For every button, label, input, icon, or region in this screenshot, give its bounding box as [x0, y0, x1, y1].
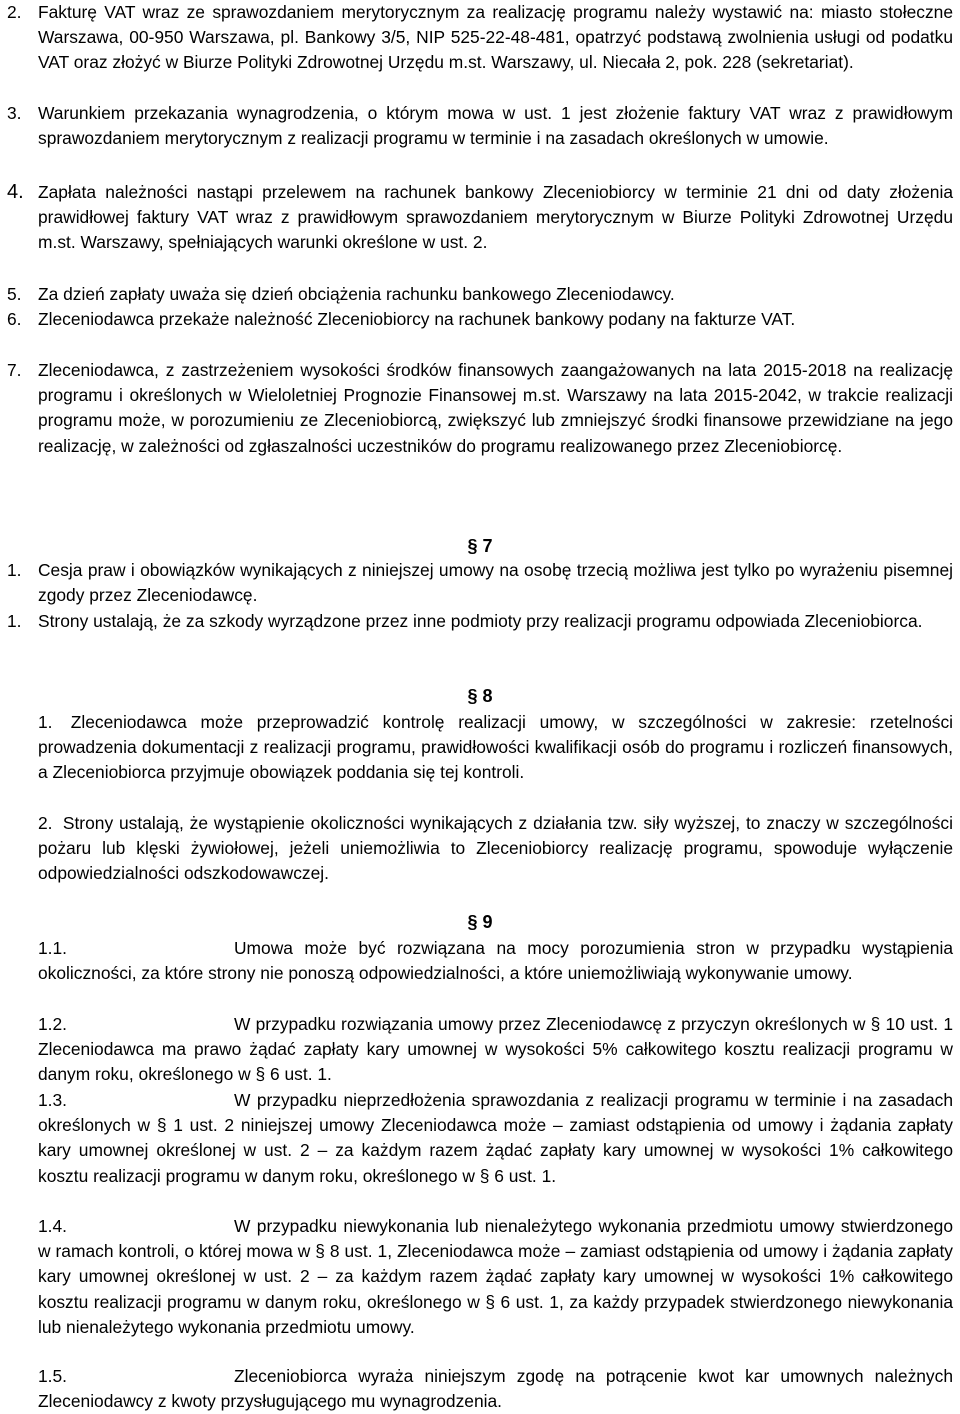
section-9-item-1-4: [38, 1214, 953, 1340]
item-number: 1.: [38, 712, 53, 732]
item-number: 1.5.: [38, 1366, 68, 1386]
item-text: Zleceniobiorca wyraża niniejszym zgodę na potrącenie kwot kar umownych należnych Zleceniodawcy z kwoty przysługującego mu wynagrodzenia.: [38, 1366, 953, 1412]
item-text: W przypadku nieprzedłożenia sprawozdania z realizacji programu w terminie i na zasadach określonych w § 1 ust. 2 niniejszej umowy Zleceniodawca może – zamiast odstąpienia od umowy i żądania zapłaty kary umownej określonej w ust. 2 – za każdym razem żądać zapłaty kary umownej w wysokości 1% całkowitego kosztu realizacji programu w danym roku, określonego w § 6 ust. 1.: [38, 1090, 953, 1186]
paragraph-text: Za dzień zapłaty uważa się dzień obciążenia rachunku bankowego Zleceniodawcy.: [38, 284, 675, 304]
paragraph-4: [7, 180, 953, 256]
item-text: Umowa może być rozwiązana na mocy porozumienia stron w przypadku wystąpienia okoliczności, za które strony nie ponoszą odpowiedzialności, a które uniemożliwiają wykonywanie umowy.: [38, 938, 953, 984]
paragraph-7: [7, 358, 953, 459]
section-heading-9: § 9: [467, 912, 493, 932]
paragraph-text: Fakturę VAT wraz ze sprawozdaniem merytorycznym za realizację programu należy wystawić na: miasto stołeczne Warszawa, 00-950 Warszawa, pl. Bankowy 3/5, NIP 525-22-48-481, opatrzyć podstawą zwolnienia usługi od podatku VAT oraz złożyć w Biurze Polityki Zdrowotnej Urzędu m.st. Warszawy, ul. Niecała 2, pok. 228 (sekretariat).: [38, 2, 953, 73]
paragraph-text: Zleceniodawca przekaże należność Zleceniobiorcy na rachunek bankowy podany na fakturze VAT.: [38, 309, 796, 329]
paragraph-text: Zapłata należności nastąpi przelewem na rachunek bankowy Zleceniobiorcy w terminie 21 dni od daty złożenia prawidłowej faktury VAT wraz z prawidłowym sprawozdaniem merytorycznym w Biurze Polityki Zdrowotnej Urzędu m.st. Warszawy, spełniających warunki określone w ust. 2.: [38, 182, 953, 253]
section-7-item-2: [7, 609, 953, 634]
item-number: 1.4.: [38, 1216, 68, 1236]
item-text: Cesja praw i obowiązków wynikających z niniejszej umowy na osobę trzecią możliwa jest tylko po wyrażeniu pisemnej zgody przez Zleceniodawcę.: [38, 560, 953, 606]
section-9-item-1-5: [38, 1364, 953, 1414]
item-number: 1.: [7, 611, 22, 631]
item-text: Strony ustalają, że za szkody wyrządzone przez inne podmioty przy realizacji programu odpowiada Zleceniobiorca.: [38, 611, 923, 631]
paragraph-number: 3.: [7, 103, 22, 123]
paragraph-3: [7, 101, 953, 151]
section-heading-7: § 7: [467, 536, 493, 556]
item-text: W przypadku niewykonania lub nienależytego wykonania przedmiotu umowy stwierdzonego w ramach kontroli, o której mowa w § 8 ust. 1, Zleceniodawca może – zamiast odstąpienia od umowy i żądania zapłaty kary umownej określonej w ust. 2 – za każdym razem żądać zapłaty kary umownej w wysokości 1% całkowitego kosztu realizacji programu w danym roku, określonego w § 6 ust. 1, za każdy przypadek stwierdzonego niewykonania lub nienależytego wykonania przedmiotu umowy.: [38, 1216, 953, 1337]
item-number: 1.3.: [38, 1090, 68, 1110]
section-9-item-1-3: [38, 1088, 953, 1189]
section-8-item-1: [38, 710, 953, 786]
item-number: 2.: [38, 813, 53, 833]
item-text: W przypadku rozwiązania umowy przez Zleceniodawcę z przyczyn określonych w § 10 ust. 1 Zleceniodawca ma prawo żądać zapłaty kary umownej w wysokości 5% całkowitego kosztu realizacji programu w danym roku, określonego w § 6 ust. 1.: [38, 1014, 953, 1085]
section-8-item-2: [38, 811, 953, 887]
item-number: 1.: [7, 560, 22, 580]
paragraph-number: 6.: [7, 309, 22, 329]
paragraph-text: Zleceniodawca, z zastrzeżeniem wysokości środków finansowych zaangażowanych na lata 2015-2018 na realizację programu i określonych w Wieloletniej Prognozie Finansowej m.st. Warszawy na lata 2015-2042, w trakcie realizacji programu może, w porozumieniu ze Zleceniobiorcą, zwiększyć lub zmniejszyć środki finansowe przewidziane na jego realizację, w zależności od zgłaszalności uczestników do programu realizowanego przez Zleceniobiorcę.: [38, 360, 953, 456]
item-number: 1.1.: [38, 938, 68, 958]
section-heading-8: § 8: [467, 686, 493, 706]
paragraph-6: [7, 307, 953, 332]
section-7-item-1: [7, 558, 953, 608]
paragraph-text: Warunkiem przekazania wynagrodzenia, o którym mowa w ust. 1 jest złożenie faktury VAT wraz z prawidłowym sprawozdaniem merytorycznym z realizacji programu w terminie i na zasadach określonych w umowie.: [38, 103, 953, 149]
section-9-item-1-2: [38, 1012, 953, 1088]
paragraph-number: 2.: [7, 2, 22, 22]
section-9-item-1-1: [38, 936, 953, 986]
item-text: Zleceniodawca może przeprowadzić kontrolę realizacji umowy, w szczególności w zakresie: rzetelności prowadzenia dokumentacji z realizacji programu, prawidłowości kwalifikacji osób do programu i rozliczeń finansowych, a Zleceniobiorca przyjmuje obowiązek poddania się tej kontroli.: [38, 712, 953, 783]
paragraph-number: 4.: [7, 181, 24, 203]
paragraph-number: 5.: [7, 284, 22, 304]
item-number: 1.2.: [38, 1014, 68, 1034]
paragraph-number: 7.: [7, 360, 22, 380]
paragraph-2: [7, 0, 953, 76]
item-text: Strony ustalają, że wystąpienie okoliczności wynikających z działania tzw. siły wyższej, to znaczy w szczególności pożaru lub klęski żywiołowej, jeżeli uniemożliwia to Zleceniobiorcy realizację programu, spowoduje wyłączenie odpowiedzialności odszkodowawczej.: [38, 813, 953, 884]
paragraph-5: [7, 282, 953, 307]
